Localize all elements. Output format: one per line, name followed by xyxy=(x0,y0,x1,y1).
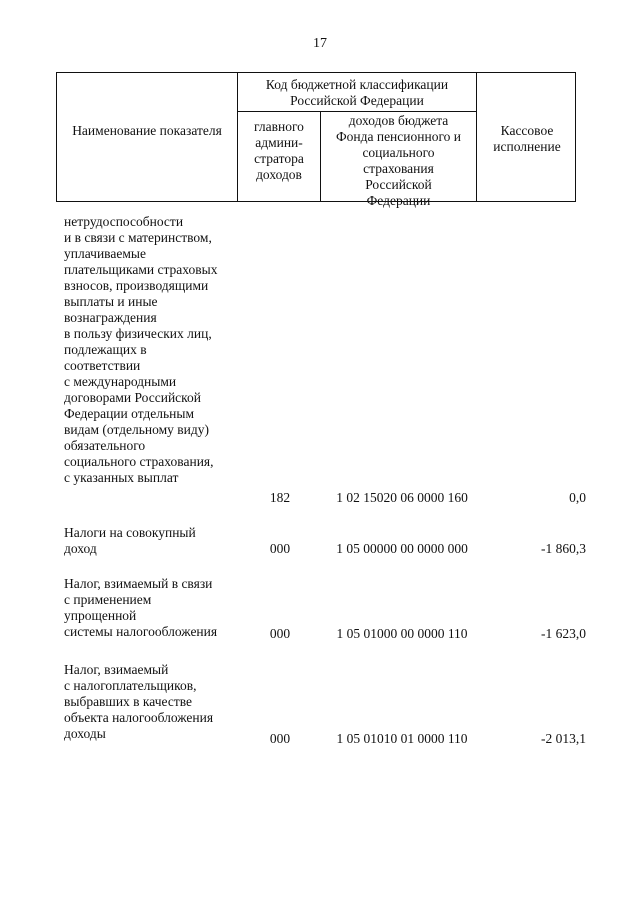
row-amount: -1 623,0 xyxy=(541,626,586,641)
row-admin-code: 182 xyxy=(269,490,291,505)
header-fund-income: доходов бюджета Фонда пенсионного и социального страхования Российской Федерации xyxy=(335,113,462,208)
row-indicator-name: Налог, взимаемый в связи с применением упрощенной системы налогообложения xyxy=(64,576,218,639)
row-indicator-name: Налог, взимаемый с налогоплательщиков, выбравших в качестве объекта налогообложения доходы xyxy=(64,662,214,741)
header-divider xyxy=(237,111,476,112)
row-budget-code: 1 05 01010 01 0000 110 xyxy=(336,731,468,746)
row-indicator-name: нетрудоспособности и в связи с материнством, уплачиваемые плательщиками страховых взносов, производящими выплаты и иные вознаграждения в пользу физических лиц, подлежащих в соответствии с международными договорами Российской Федерации отдельным видам (отдельному виду) обязательного социального страхования, с указанных выплат xyxy=(64,214,218,485)
row-amount: -2 013,1 xyxy=(541,731,586,746)
header-chief-admin: главного админи-стратора доходов xyxy=(254,119,304,182)
page-number: 17 xyxy=(313,36,327,51)
row-admin-code: 000 xyxy=(269,626,291,641)
row-amount: 0,0 xyxy=(569,490,586,505)
row-budget-code: 1 02 15020 06 0000 160 xyxy=(336,490,468,505)
row-budget-code: 1 05 01000 00 0000 110 xyxy=(336,626,468,641)
header-cash-execution: Кассовое исполнение xyxy=(493,123,561,154)
row-amount: -1 860,3 xyxy=(541,541,586,556)
row-admin-code: 000 xyxy=(269,731,291,746)
row-indicator-name: Налоги на совокупный доход xyxy=(64,525,196,556)
table-header xyxy=(56,72,576,208)
header-divider xyxy=(476,73,477,201)
row-admin-code: 000 xyxy=(269,541,291,556)
header-budget-code-group: Код бюджетной классификации Российской Федерации xyxy=(265,77,449,108)
header-indicator-name: Наименование показателя xyxy=(72,123,222,138)
row-budget-code: 1 05 00000 00 0000 000 xyxy=(336,541,468,556)
